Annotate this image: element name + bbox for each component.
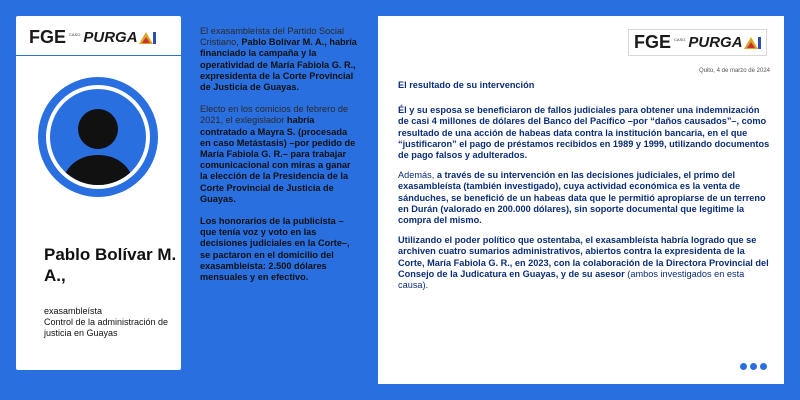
fge-purga-logo (24, 25, 161, 50)
right-column (398, 80, 770, 300)
role-title: exasambleísta (44, 306, 103, 316)
person-avatar-icon (46, 85, 150, 189)
avatar (38, 77, 158, 197)
right-paragraph-2: Además, a través de su intervención en las decisiones judiciales, el primo del exasambleísta (también investigado), cuya actividad económica es la venta de sánduches, se benefició de un habeas data que le permitió apropiarse de un terreno en Durán (valorado en 200.000 dólares), sin soporte documental que legitime la compra del mismo. (398, 170, 766, 226)
logo-caso: CASO (69, 31, 81, 37)
logo-brand: FGE (29, 27, 67, 47)
middle-paragraph-1: El exasambleísta del Partido Social Cristiano, Pablo Bolívar M. A., habría financiado la campaña y la operatividad de María Fabiola G. R., expresidenta de la Corte Provincial de Justicia de Guayas. (200, 26, 357, 93)
section-heading: El resultado de su intervención (398, 80, 535, 90)
logo-bar-icon (758, 37, 761, 49)
middle-paragraph-2: Electo en los comicios de febrero de 2021, el exlegislador habría contratado a Mayra S. (procesada en caso Metástasis) –por pedido de María Fabiola G. R.– para trabajar comunicacional con miras a ganar la elección de la Presidencia de la Corte Provincial de Justicia de Guayas. (200, 104, 356, 204)
profile-name: Pablo Bolívar M. A., (44, 245, 177, 285)
date-label: Quito, 4 de marzo de 2024 (698, 68, 770, 74)
fge-purga-logo-right: FGE CASO PURGA (628, 29, 767, 56)
logo-triangle-icon (744, 37, 758, 49)
dot (760, 363, 767, 370)
logo-triangle-icon (139, 32, 153, 44)
middle-paragraph-3: Los honorarios de la publicista –que tenía voz y voto en las decisiones judiciales en la Corte–, se pactaron en el domicilio del exasambleísta: 2.500 dólares mensuales y en efectivo. (200, 216, 350, 283)
dot (750, 363, 757, 370)
right-paragraph-3: Utilizando el poder político que ostentaba, el exasambleísta habría logrado que se archiven cuatro sumarios administrativos, abiertos contra la expresidenta de la Corte, María Fabiola G. R., en 2023, con la colaboración de la Directora Provincial del Consejo de la Judicatura en Guayas, y de su asesor (ambos investigados en esta causa). (398, 235, 769, 291)
right-paragraph-1: Él y su esposa se beneficiaron de fallos judiciales para obtener una indemnización de casi 4 millones de dólares del Banco del Pacífico –por “daños causados”–, como resultado de una acción de habeas data contra la institución bancaria, en el que “justificaron” el pago de préstamos recibidos en 1989 y 1999, utilizando documentos de pago falsos y adulterados. (398, 105, 770, 161)
profile-role (44, 306, 184, 339)
middle-column (200, 26, 358, 294)
logo-divider (16, 55, 181, 56)
logo-case-name: PURGA (83, 29, 138, 46)
role-description: Control de la administración de justicia en Guayas (44, 317, 169, 338)
dot (740, 363, 747, 370)
pagination-dots-icon (740, 363, 767, 370)
logo-bar-icon (153, 32, 156, 44)
